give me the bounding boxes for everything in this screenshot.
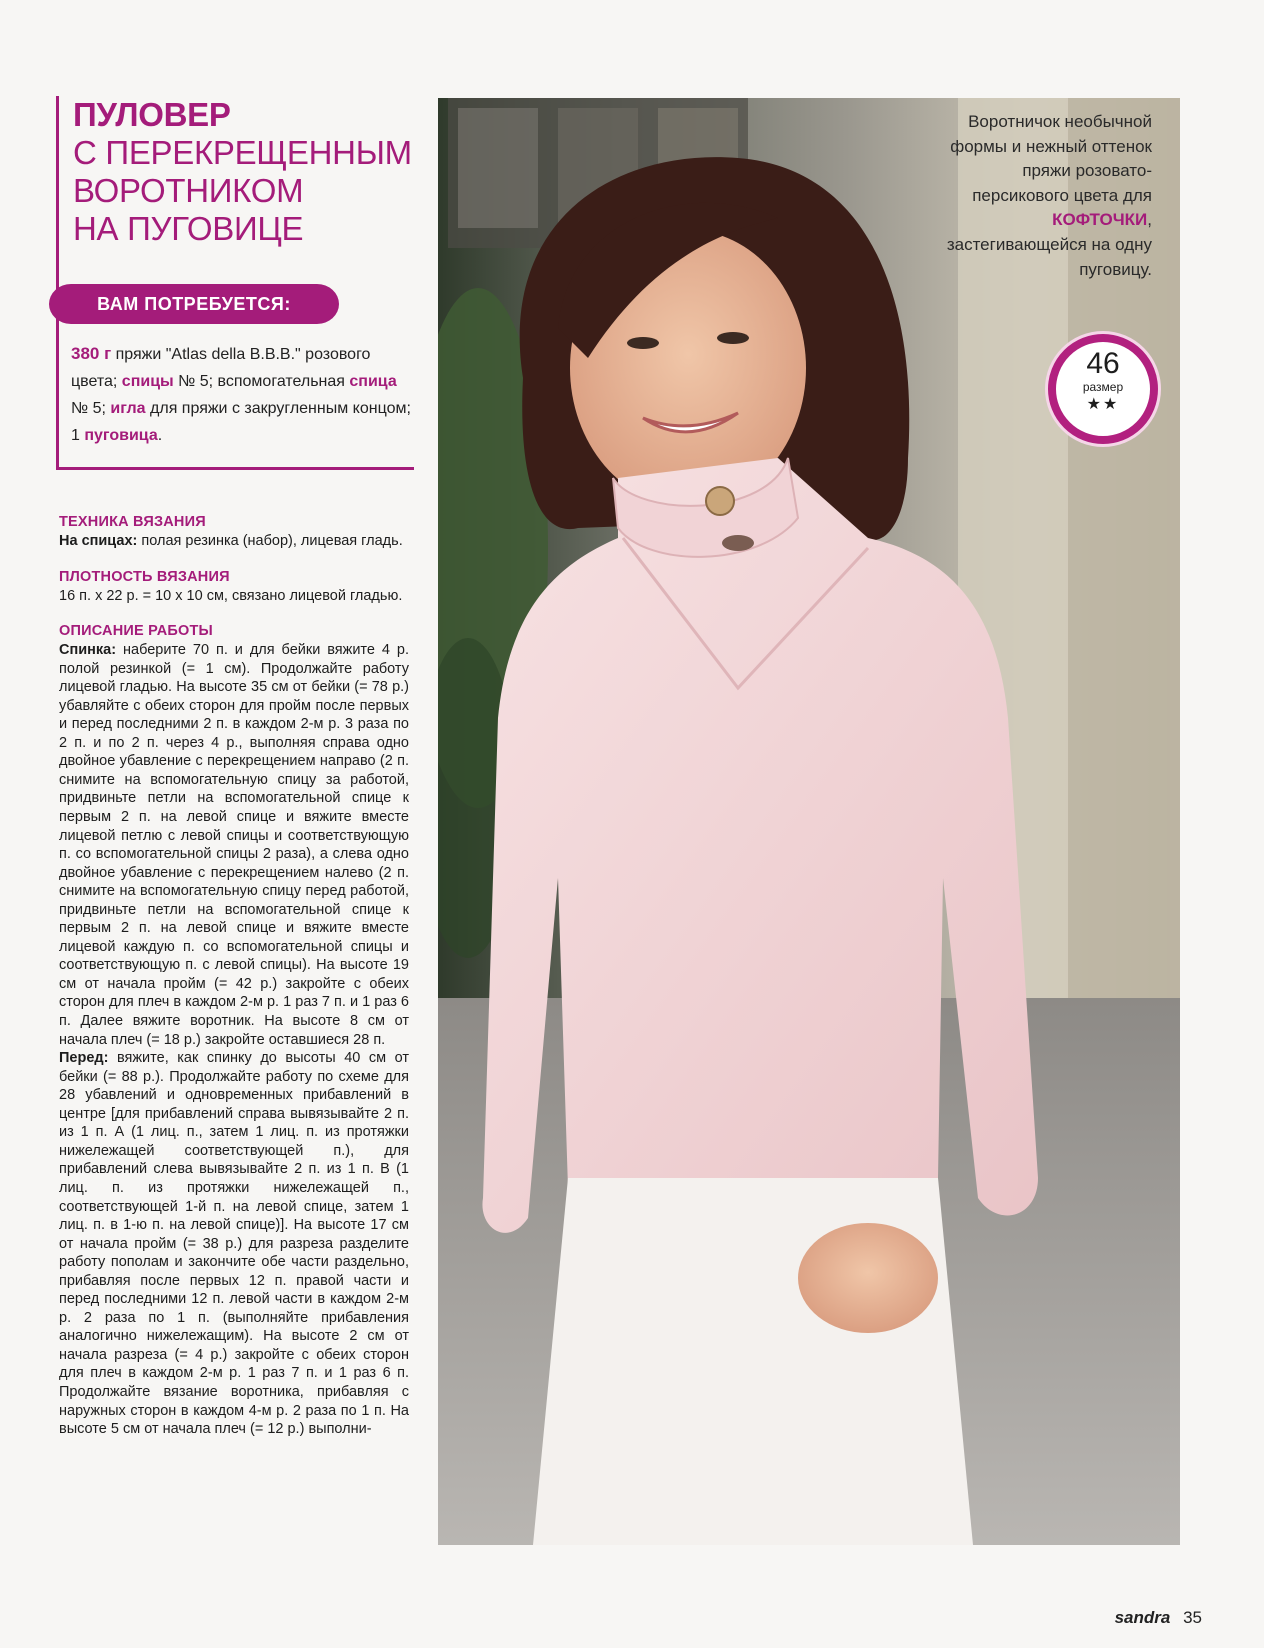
back-instructions xyxy=(59,641,409,1049)
magazine-brand: sandra xyxy=(1114,1608,1171,1627)
photo-illustration xyxy=(438,98,1180,1545)
front-instructions xyxy=(59,1049,409,1438)
title-block xyxy=(56,96,414,470)
title-line-2: С ПЕРЕКРЕЩЕННЫМ xyxy=(73,134,412,171)
materials-text-5: . xyxy=(157,427,163,444)
description-heading: ОПИСАНИЕ РАБОТЫ xyxy=(59,623,213,640)
yarn-amount: 380 г xyxy=(71,344,112,363)
caption-text-1: Воротничок необычной формы и нежный оттенок пряжи розовато-персикового цвета для xyxy=(950,112,1152,205)
difficulty-stars: ★★ xyxy=(1086,396,1120,413)
title-line-4: НА ПУГОВИЦЕ xyxy=(73,210,304,247)
page-number: 35 xyxy=(1183,1608,1202,1627)
materials-sewing-needle: игла xyxy=(110,400,146,417)
materials-needles: спицы xyxy=(121,373,174,390)
materials-text-2: № 5; вспомогательная xyxy=(173,373,350,390)
materials-list xyxy=(71,340,411,449)
technique-text: полая резинка (набор), лицевая гладь. xyxy=(137,533,403,549)
model-photo xyxy=(438,98,1180,1545)
instructions-column xyxy=(59,512,409,1439)
front-lead: Перед: xyxy=(59,1050,109,1067)
title-line-3: ВОРОТНИКОМ xyxy=(73,172,304,209)
page-footer xyxy=(1115,1608,1202,1628)
back-lead: Спинка: xyxy=(59,642,117,659)
title-line-1: ПУЛОВЕР xyxy=(73,96,231,133)
technique-body xyxy=(59,532,409,551)
materials-button: пуговица xyxy=(84,427,158,444)
density-heading: ПЛОТНОСТЬ ВЯЗАНИЯ xyxy=(59,568,230,585)
size-label: размер xyxy=(1082,380,1124,394)
materials-heading-pill: ВАМ ПОТРЕБУЕТСЯ: xyxy=(49,284,339,324)
photo-caption xyxy=(930,110,1152,282)
materials-text-1: пряжи "Atlas della B.B.B." розового цвета; xyxy=(71,346,371,390)
materials-aux-needle: спица xyxy=(349,373,397,390)
back-text: наберите 70 п. и для бейки вяжите 4 р. полой резинкой (= 1 см). Продолжайте работу лицевой гладью. На высоте 35 см от бейки (= 78 р.) убавляйте с обеих сторон для пройм после первых и перед последними 2 п. в каждом 2-м р. 3 раза по 2 п. и по 2 п. через 4 р., выполняя справа одно двойное убавление с перекрещением направо (2 п. снимите на вспомогательную спицу за работой, придвиньте петли на вспомогательной спице к первым 2 п. на левой спице и вяжите вместе лицевой петлю с левой спицы и соответствующую п. со вспомогательной спицы 2 раза), а слева одно двойное убавление с перекрещением налево (2 п. снимите на вспомогательную спицу перед работой, придвиньте петли на вспомогательной спице к первым 2 п. на левой спице и вяжите вместе лицевой каждую п. со вспомогательной спицы и соответствующую п. с левой спицы). На высоте 19 см от начала пройм (= 42 р.) закройте с обеих сторон для плеч в каждом 2-м р. 1 раз 7 п. и 1 раз 6 п. Далее вяжите воротник. На высоте 8 см от начала плеч (= 18 р.) закройте оставшиеся 28 п. xyxy=(59,642,409,1048)
materials-text-3: № 5; xyxy=(71,400,111,417)
caption-highlight: КОФТОЧКИ xyxy=(1052,210,1148,230)
size-badge xyxy=(1048,334,1158,444)
technique-heading: ТЕХНИКА ВЯЗАНИЯ xyxy=(59,514,206,530)
materials-text-4: для пряжи с закругленным концом; 1 xyxy=(71,400,411,444)
page-title xyxy=(73,96,413,248)
caption-text-2: , застегивающейся на одну пуговицу. xyxy=(946,210,1152,279)
technique-lead: На спицах: xyxy=(59,533,138,549)
size-number: 46 xyxy=(1086,347,1120,380)
density-body: 16 п. х 22 р. = 10 х 10 см, связано лицевой гладью. xyxy=(59,587,403,604)
front-text: вяжите, как спинку до высоты 40 см от бейки (= 88 р.). Продолжайте работу по схеме для 28 убавлений и одновременных прибавлений в центре [для прибавлений справа вывязывайте 2 п. из 1 п. А (1 лиц. п., затем 1 лиц. п. из протяжки нижележащей соответствующей п.), для прибавлений слева вывязывайте 2 п. из 1 п. В (1 лиц. п. из протяжки нижележащей п., соответствующей 1-й п. на левой спице, затем 1 лиц. п. в 1-ю п. на левой спице)]. На высоте 17 см от начала пройм (= 38 р.) для разреза разделите работу пополам и закончите обе части раздельно, прибавляя после первых 12 п. правой части и перед последними 12 п. левой части в каждом 2-м р. 2 раза по 1 п. (выполняйте прибавления аналогично нижележащим). На высоте 2 см от начала разреза (= 4 р.) закройте с обеих сторон для плеч в каждом 2-м р. 1 раз 7 п. и 1 раз 6 п. Продолжайте вязание воротника, прибавляя с наружных сторон в каждом 4-м р. 2 раза по 1 п. На высоте 5 см от начала плеч (= 12 р.) выполни- xyxy=(59,1050,409,1438)
